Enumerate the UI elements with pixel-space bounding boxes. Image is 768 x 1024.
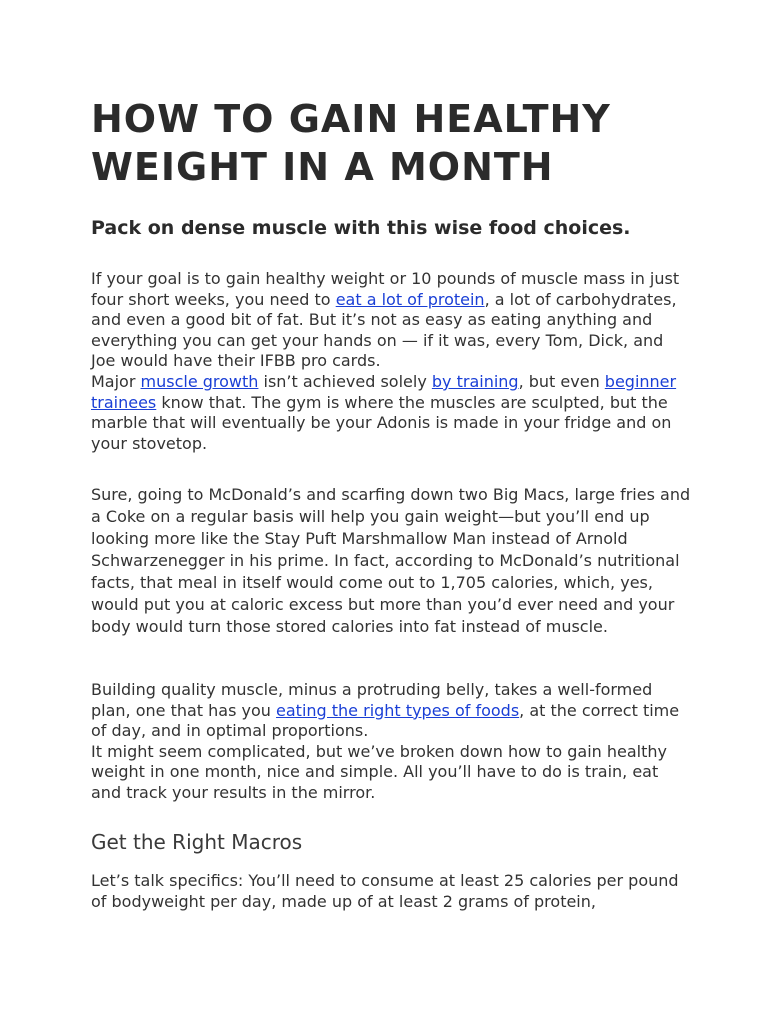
paragraph-intro <box>91 269 691 372</box>
article <box>91 95 691 912</box>
paragraph-text: If your goal is to gain healthy weight or 10 pounds of muscle mass in just four short weeks, you need to <box>91 269 680 309</box>
link-muscle-growth[interactable]: muscle growth <box>140 372 259 391</box>
paragraph-text: , at the correct time of day, and in optimal proportions. <box>91 700 680 740</box>
article-title <box>91 95 691 191</box>
link-beginner-trainees[interactable]: beginner trainees <box>91 372 677 412</box>
section-heading: Get the Right Macros <box>91 830 303 854</box>
paragraph-text: know that. The gym is where the muscles are sculpted, but the marble that will eventually be your Adonis is made in your fridge and on your stovetop. <box>91 392 672 453</box>
paragraph-text: Major <box>91 372 141 391</box>
title-line-2: WEIGHT IN A MONTH <box>91 145 554 189</box>
paragraph-text: , a lot of carbohydrates, and even a good bit of fat. But it’s not as easy as eating anything and everything you can get your hands on — if it was, every Tom, Dick, and Joe would have their IFBB pro cards. <box>91 289 677 370</box>
link-eat-a-lot-of-protein[interactable]: eat a lot of protein <box>335 289 485 309</box>
title-line-1: HOW TO GAIN HEALTHY <box>91 97 611 141</box>
paragraph-text: Building quality muscle, minus a protruding belly, takes a well-formed plan, one that has you <box>91 680 653 720</box>
link-by-training[interactable]: by training <box>431 372 519 391</box>
paragraph-mcdonalds: Sure, going to McDonald’s and scarfing down two Big Macs, large fries and a Coke on a regular basis will help you gain weight—but you’ll end up looking more like the Stay Puft Marshmallow Man instead of Arnold Schwarzenegger in his prime. In fact, according to McDonald’s nutritional facts, that meal in itself would come out to 1,705 calories, which, yes, would put you at caloric excess but more than you’d ever need and your body would turn those stored calories into fat instead of muscle. <box>91 485 691 636</box>
paragraph-text: , but even <box>518 372 605 391</box>
paragraph-complicated: It might seem complicated, but we’ve broken down how to gain healthy weight in one month, nice and simple. All you’ll have to do is train, eat and track your results in the mirror. <box>91 741 667 802</box>
paragraph-text: isn’t achieved solely <box>258 372 432 391</box>
paragraph-muscle-growth <box>91 372 691 454</box>
link-eating-the-right-types-of-foods[interactable]: eating the right types of foods <box>276 700 520 720</box>
paragraph-specifics: Let’s talk specifics: You’ll need to consume at least 25 calories per pound of bodyweight per day, made up of at least 2 grams of protein, <box>91 871 679 911</box>
paragraph-quality-muscle <box>91 680 691 742</box>
article-subtitle: Pack on dense muscle with this wise food choices. <box>91 217 631 239</box>
